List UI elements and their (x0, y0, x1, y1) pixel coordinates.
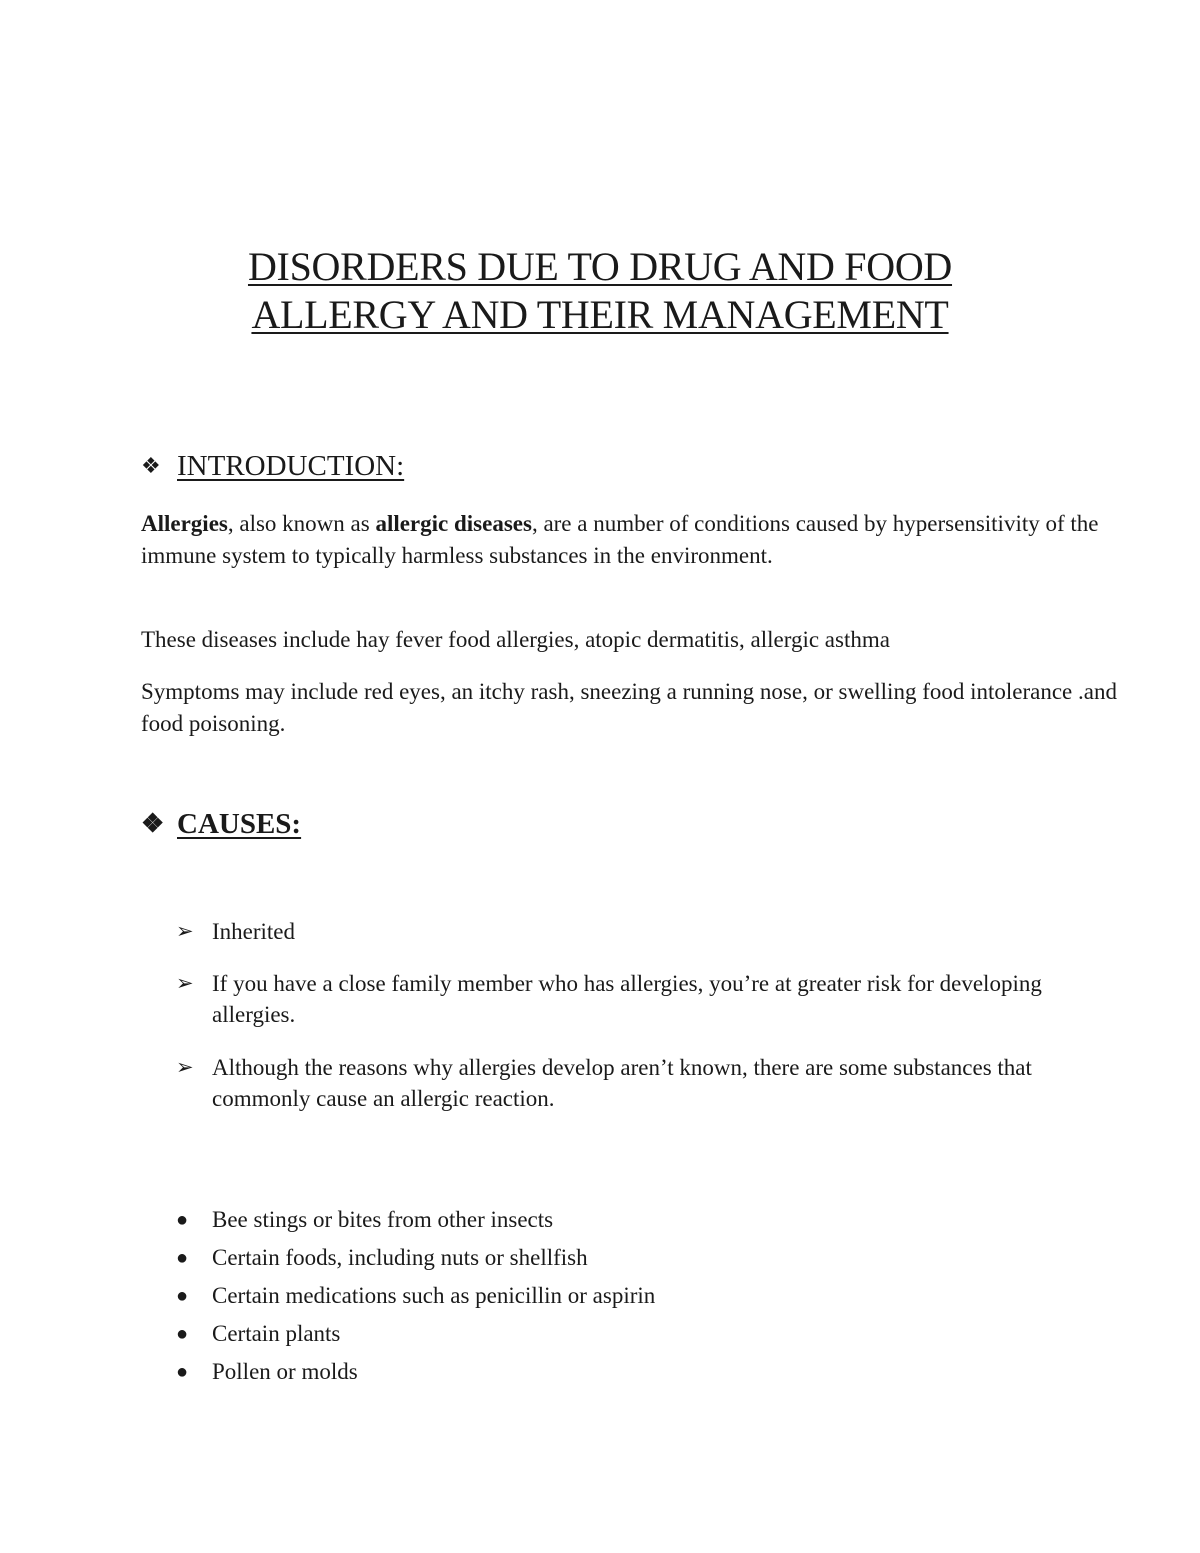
list-item-text: Pollen or molds (212, 1359, 358, 1384)
list-item-text: Certain medications such as penicillin or aspirin (212, 1283, 656, 1308)
list-item-text: Certain foods, including nuts or shellfish (212, 1245, 588, 1270)
list-item (176, 1201, 655, 1239)
introduction-paragraph-2: These diseases include hay fever food allergies, atopic dermatitis, allergic asthma (141, 627, 890, 652)
diamond-icon: ❖ (141, 453, 161, 478)
list-item-text: Inherited (212, 919, 296, 944)
dot-icon: ● (176, 1323, 189, 1345)
list-item-text: Certain plants (212, 1321, 341, 1346)
introduction-heading-text: INTRODUCTION: (177, 450, 405, 482)
term-allergies: Allergies (141, 511, 228, 536)
list-item (176, 1315, 655, 1353)
dot-icon: ● (176, 1285, 189, 1307)
dot-icon: ● (176, 1361, 189, 1383)
diamond-icon: ❖ (141, 809, 165, 838)
list-item-text: Bee stings or bites from other insects (212, 1207, 554, 1232)
arrowhead-icon: ➢ (176, 971, 194, 995)
list-item (176, 916, 1076, 947)
page-title-line-2: ALLERGY AND THEIR MANAGEMENT (251, 292, 949, 337)
dot-icon: ● (176, 1209, 189, 1231)
bullet-list (176, 1201, 655, 1391)
list-item (176, 1052, 1076, 1114)
list-item (176, 1353, 655, 1391)
introduction-paragraph-1 (141, 508, 1141, 572)
dot-icon: ● (176, 1247, 189, 1269)
list-item (176, 1277, 655, 1315)
paragraph-text: , also known as (227, 511, 376, 536)
page-title-line-1: DISORDERS DUE TO DRUG AND FOOD (247, 244, 953, 289)
arrowhead-icon: ➢ (176, 1055, 194, 1079)
list-item (176, 1239, 655, 1277)
page-title (0, 243, 1200, 339)
causes-heading-text: CAUSES: (177, 808, 302, 840)
arrowhead-icon: ➢ (176, 919, 194, 943)
list-item-text: If you have a close family member who has allergies, you’re at greater risk for developing allergies. (212, 971, 1042, 1027)
term-allergic-diseases: allergic diseases (375, 511, 532, 536)
paragraph-text: , are a number of conditions caused by hypersensitivity of the immune system to typically harmless substances in the environment. (141, 511, 1099, 568)
introduction-heading (141, 449, 404, 483)
introduction-paragraph-3: Symptoms may include red eyes, an itchy rash, sneezing a running nose, or swelling food intolerance .and food poisoning. (141, 679, 1117, 736)
list-item (176, 968, 1076, 1030)
list-item-text: Although the reasons why allergies develop aren’t known, there are some substances that commonly cause an allergic reaction. (212, 1055, 1032, 1111)
causes-heading (141, 807, 301, 841)
